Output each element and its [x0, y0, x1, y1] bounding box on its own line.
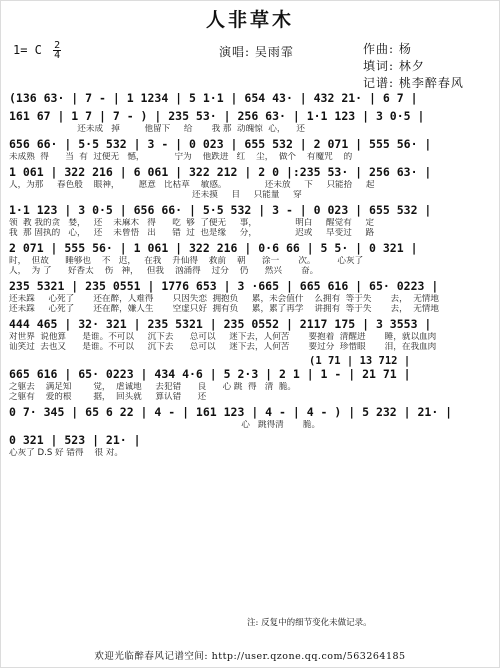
score-line: [9, 109, 495, 137]
score-line: [9, 91, 495, 109]
footnote: 注: 反复中的细节变化未做记录。: [247, 618, 372, 628]
alternate-notes-row: (1 71 | 13 712 |: [309, 355, 411, 367]
notes-row: 1·1 123 | 3 0·5 | 656 66· | 5·5 532 | 3 - | 0 023 | 655 532 |: [9, 203, 432, 217]
score-body: [9, 91, 495, 461]
score-line: [9, 433, 495, 461]
notes-row: 161 67 | 1 7 | 7 - ) | 235 53· | 256 63· | 1·1 123 | 3 0·5 |: [9, 109, 425, 123]
score-line: [9, 203, 495, 241]
lyricist-credit: 填词: 林夕: [363, 59, 425, 73]
lyrics-row: 人，为那 春色般 眼神， 愿意 比枯草 敏感。 还未放 下 只能拾 起: [9, 180, 375, 190]
notes-row: 444 465 | 32· 321 | 235 5321 | 235 0552 | 2117 175 | 3 3553 |: [9, 317, 432, 331]
lyrics-row: 还未成 掉 他留下 给 我 那 动魄惊 心， 还: [9, 124, 305, 134]
composer-credit: 作曲: 杨: [363, 42, 412, 56]
line-spacer: [9, 458, 495, 461]
score-line: [9, 355, 495, 405]
lyrics-row: 之躯去 满足知 觉， 虐诚地 去犯错 良 心 跳 得 清 脆。: [9, 382, 297, 392]
score-line: [9, 405, 495, 433]
key-signature: [13, 41, 61, 60]
lyrics-row: 未成熟 得 当 有 过便无 憾， 宁为 他跌进 红 尘， 做个 有魔咒 的: [9, 152, 353, 162]
notes-row: 665 616 | 65· 0223 | 434 4·6 | 5 2·3 | 2 1 | 1 - | 21 71 |: [9, 367, 411, 381]
notes-row: 235 5321 | 235 0551 | 1776 653 | 3 ·665 | 665 616 | 65· 0223 |: [9, 279, 439, 293]
notes-row: 0 321 | 523 | 21· |: [9, 433, 141, 447]
lyrics-row: 讪笑过 去也又 是谁。不可以 沉下去 总可以 迷下去，人何苦 要过分 珍惜眼 泪，在我血肉: [9, 342, 437, 352]
score-line: [9, 241, 495, 279]
time-signature-bottom: 4: [54, 50, 61, 61]
notes-row: 656 66· | 5·5 532 | 3 - | 0 023 | 655 532 | 2 071 | 555 56· |: [9, 137, 432, 151]
notes-row: 2 071 | 555 56· | 1 061 | 322 216 | 0·6 66 | 5 5· | 0 321 |: [9, 241, 418, 255]
lyrics-row: 心灰了 D.S 好 错得 很 对。: [9, 448, 124, 458]
score-line: [9, 165, 495, 203]
score-line: [9, 137, 495, 165]
lyrics-row: 对世界 说他算 是谁。不可以 沉下去 总可以 迷下去，人何苦 要抱着 清醒进 睡，就以血肉: [9, 332, 437, 342]
score-line: [9, 279, 495, 317]
singer-credit: 演唱: 吴雨霏: [219, 45, 294, 59]
lyrics-row: 领 教 我的贪 婪， 还 未麻木 得 吃 够 了便无 事， 明白 醒觉有 定: [9, 218, 375, 228]
lyrics-row: 之躯有 爱的根 据， 回头就 算认错 还: [9, 392, 207, 402]
lyrics-row: 还未踩 心死了 还在醉，嫌人生 空虚只好 拥有负 累，累了再学 讲拥有 等于失 去， 无情地: [9, 304, 439, 314]
notes-row: 0 7· 345 | 65 6 22 | 4 - | 161 123 | 4 - | 4 - ) | 5 232 | 21· |: [9, 405, 453, 419]
key-label: 1= C: [13, 43, 42, 57]
lyrics-row: 我 那 固执的 心， 还 未曾悟 出 错 过 也是缘 分， 迟或 早变过 路: [9, 228, 375, 238]
footer-link[interactable]: 欢迎光临醉春风记谱空间: http://user.qzone.qq.com/563264185: [94, 651, 406, 662]
notes-row: 1 061 | 322 216 | 6 061 | 322 212 | 2 0 |:235 53· | 256 63· |: [9, 165, 432, 179]
time-signature: [53, 41, 61, 60]
lyrics-row: 心 跳得清 脆。: [9, 420, 321, 430]
lyrics-row: 还未踩 心死了 还在醉，人难得 只因失恋 拥抱负 累，未会值什 么拥有 等于失 去， 无情地: [9, 294, 439, 304]
lyrics-row: 还未摸 目 只能量 穿: [9, 190, 302, 200]
song-title: 人非草木: [205, 9, 294, 31]
transcriber-credit: 记谱: 桃李醉春风: [363, 76, 464, 90]
lyrics-row: 时， 但故 睡够也 不 迟， 在我 升仙得 救前 朝 涂一 次。 心灰了: [9, 256, 364, 266]
notes-row: (136 63· | 7 - | 1 1234 | 5 1·1 | 654 43· | 432 21· | 6 7 |: [9, 91, 418, 105]
score-line: [9, 317, 495, 355]
credits: [363, 41, 464, 92]
lyrics-row: 人， 为 了 好香太 伤 神， 但我 汹涌得 过分 仍 然兴 奋。: [9, 266, 319, 276]
time-signature-top: 2: [54, 40, 61, 51]
